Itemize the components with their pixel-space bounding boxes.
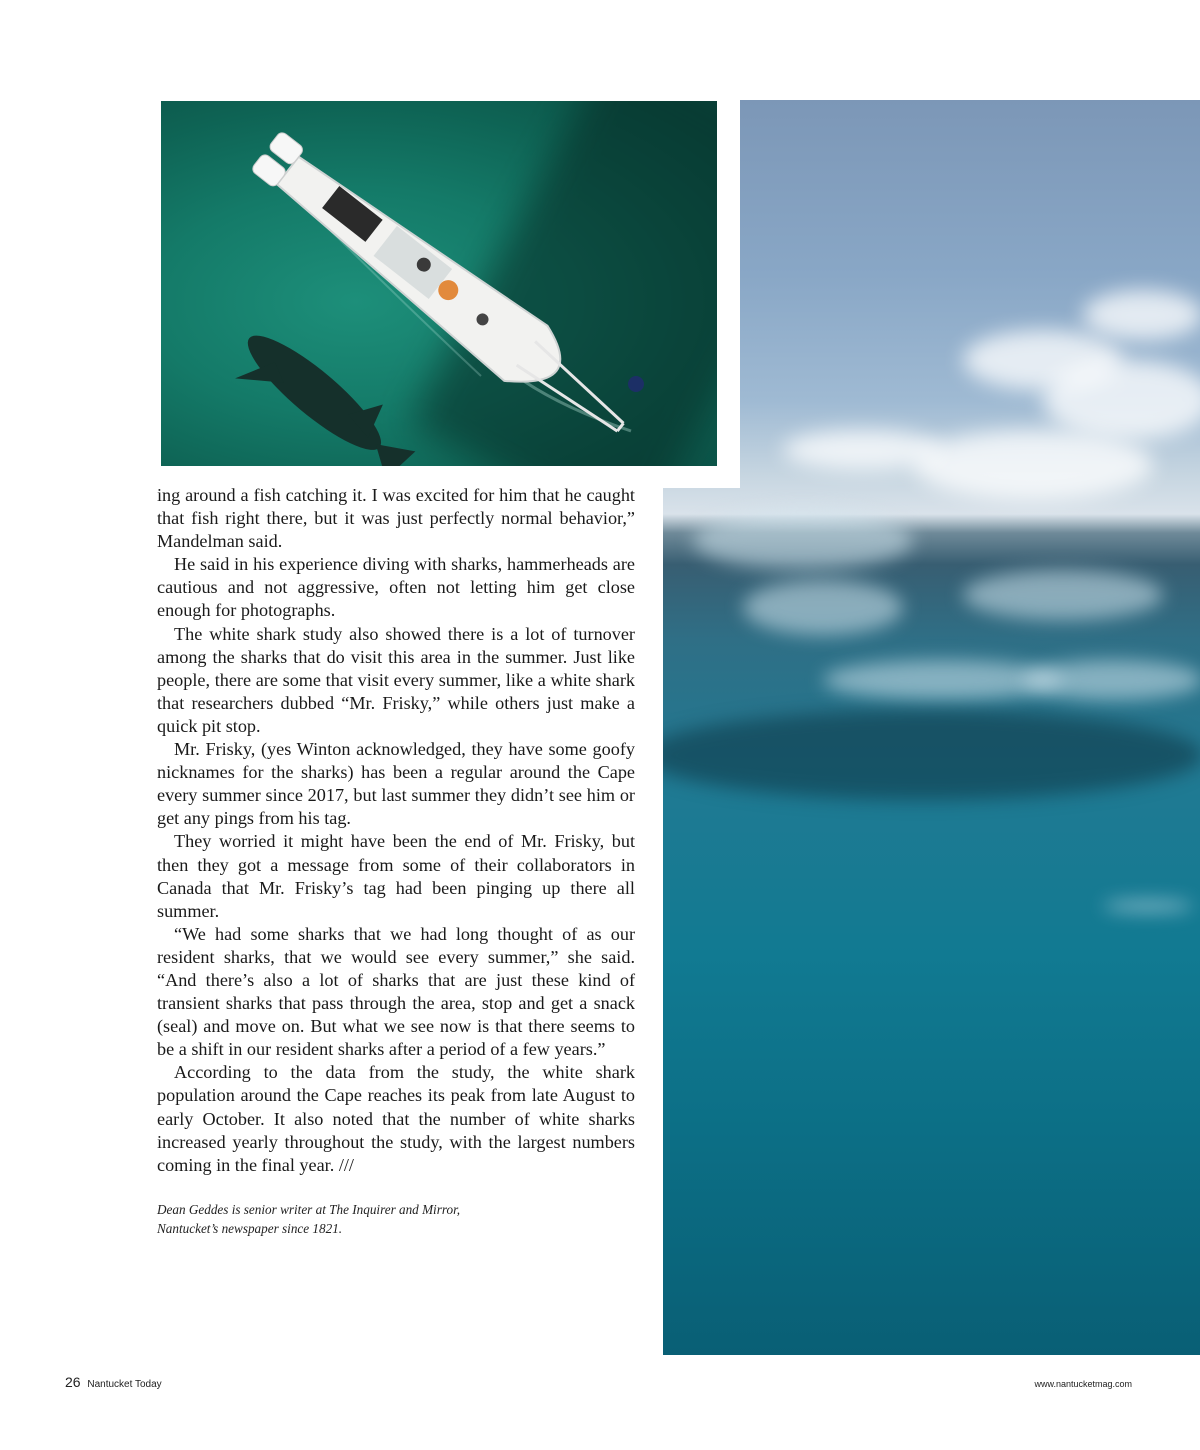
page-number: 26: [65, 1374, 81, 1390]
paragraph: They worried it might have been the end of Mr. Frisky, but then they got a message from some of their collaborators in Canada that Mr. Frisky’s tag had been pinging up there all summer.: [157, 831, 635, 921]
author-bio: [157, 1200, 487, 1238]
paragraph: According to the data from the study, the white shark population around the Cape reaches its peak from late August to early October. It also noted that the number of white sharks increased yearly throughout the study, with the largest numbers coming in the final year. ///: [157, 1062, 635, 1175]
paragraph: ing around a fish catching it. I was excited for him that he caught that fish right there, but it was just perfectly normal behavior,” Mandelman said.: [157, 485, 635, 552]
sea-photo: [663, 100, 1200, 1355]
article-body: [157, 484, 635, 1177]
page-footer-left: [65, 1374, 162, 1390]
author-bio-line: Dean Geddes is senior writer at The Inquirer and Mirror,: [157, 1202, 461, 1217]
paragraph: He said in his experience diving with sharks, hammerheads are cautious and not aggressive, often not letting him get close enough for photographs.: [157, 554, 635, 621]
paragraph: “We had some sharks that we had long thought of as our resident sharks, that we would see every summer,” she said. “And there’s also a lot of sharks that are just these kind of transient sharks that pass through the area, stop and get a snack (seal) and move on. But what we see now is that there seems to be a shift in our resident sharks after a period of a few years.”: [157, 923, 635, 1060]
author-bio-line: Nantucket’s newspaper since 1821.: [157, 1221, 343, 1236]
website-url: www.nantucketmag.com: [1034, 1379, 1132, 1389]
paragraph: The white shark study also showed there is a lot of turnover among the sharks that do visit this area in the summer. Just like people, there are some that visit every summer, like a white shark that researchers dubbed “Mr. Frisky,” while others just make a quick pit stop.: [157, 623, 635, 736]
boat-photo: [161, 101, 717, 466]
boat-and-shark-illustration: [161, 101, 717, 466]
paragraph: Mr. Frisky, (yes Winton acknowledged, they have some goofy nicknames for the sharks) has been a regular around the Cape every summer since 2017, but last summer they didn’t see him or get any pings from his tag.: [157, 739, 635, 829]
publication-name: Nantucket Today: [87, 1379, 162, 1390]
